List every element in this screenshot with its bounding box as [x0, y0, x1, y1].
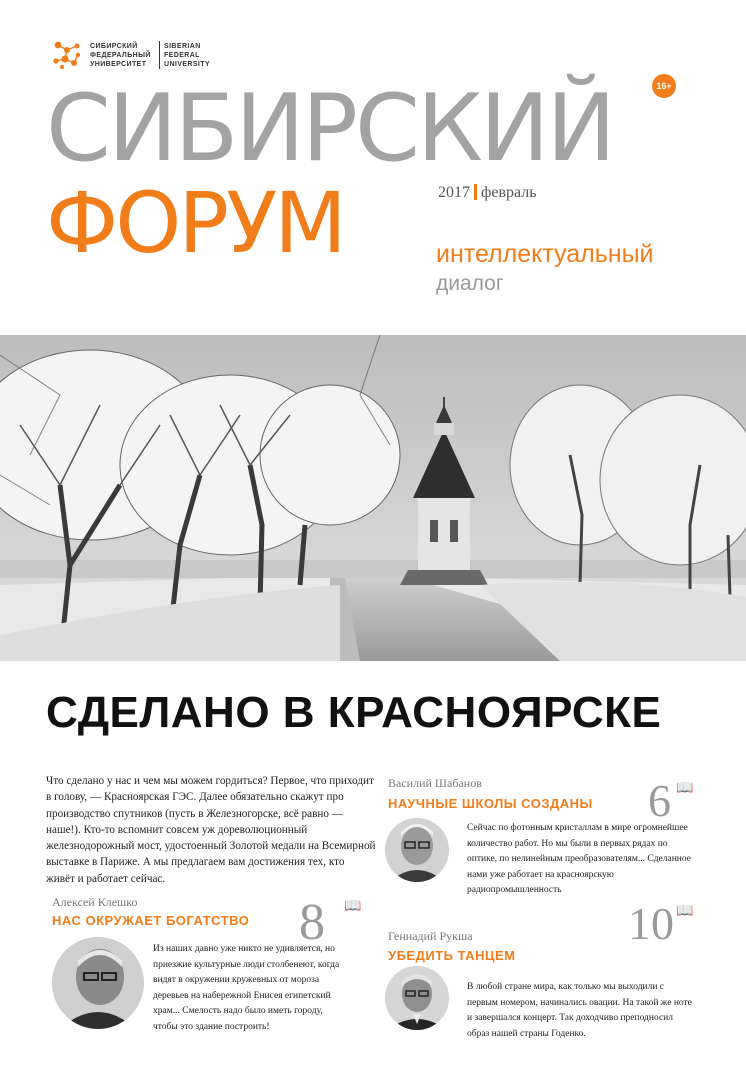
issue-date — [438, 184, 537, 202]
article-page-number: 10 — [628, 898, 674, 949]
article-author: Алексей Клешко — [52, 895, 138, 909]
tagline-line2: диалог — [436, 272, 504, 295]
date-divider — [474, 184, 477, 200]
photo-illustration — [0, 335, 746, 661]
open-book-icon: 📖 — [344, 897, 362, 913]
main-headline: СДЕЛАНО В КРАСНОЯРСКЕ — [46, 688, 662, 737]
article-excerpt: В любой стране мира, как только мы выходили с первым номером, начинались овации. На такой же ноте и завершался концерт. Так доходчиво преподносил образ нашей страны Годенко. — [467, 982, 692, 1039]
tagline-line1: интеллектуальный — [436, 240, 654, 268]
portrait-icon — [385, 818, 449, 882]
author-avatar — [52, 937, 144, 1029]
article-title-link[interactable]: НАС ОКРУЖАЕТ БОГАТСТВО — [52, 913, 250, 928]
open-book-icon: 📖 — [676, 779, 694, 795]
logo-divider — [159, 41, 160, 69]
intro-paragraph: Что сделано у нас и чем мы можем гордиться? Первое, что приходит в голову, — Красноярская ГЭС. Далее обязательно скажут про производство спутников (пусть в Железногорске, всё равно — наше!). Кто-то вспомнит совсем уж дореволюционный железнодорожный мост, удостоенный Золотой медали на Всемирной выставке в Париже. А мы предлагаем вам достижения тех, кто живёт и работает сейчас. — [46, 775, 376, 885]
age-rating-badge: 16+ — [652, 74, 676, 98]
article-page-number: 8 — [299, 894, 325, 951]
article-author: Геннадий Рукша — [388, 929, 473, 943]
article-page-number: 6 — [648, 775, 671, 826]
logo-text-ru: СИБИРСКИЙ ФЕДЕРАЛЬНЫЙ УНИВЕРСИТЕТ — [90, 43, 151, 68]
author-avatar — [385, 818, 449, 882]
molecule-logo-icon — [50, 37, 84, 71]
portrait-icon — [385, 966, 449, 1030]
issue-month: февраль — [481, 184, 537, 201]
author-avatar — [385, 966, 449, 1030]
winter-chapel-photo — [0, 335, 746, 661]
open-book-icon: 📖 — [676, 902, 694, 918]
logo-text-en: SIBERIAN FEDERAL UNIVERSITY — [164, 43, 211, 68]
article-title-link[interactable]: НАУЧНЫЕ ШКОЛЫ СОЗДАНЫ — [388, 796, 593, 811]
university-logo — [50, 37, 220, 73]
portrait-icon — [52, 937, 144, 1029]
article-author: Василий Шабанов — [388, 776, 482, 790]
issue-year: 2017 — [438, 184, 470, 201]
masthead-title-line2: ФОРУМ — [46, 174, 344, 272]
article-title-link[interactable]: УБЕДИТЬ ТАНЦЕМ — [388, 948, 516, 963]
masthead-title-line1: СИБИРСКИЙ — [46, 74, 614, 182]
article-excerpt: Из наших давно уже никто не удивляется, но приезжие культурные люди столбенеют, когда видят в окружении кружевных от мороза деревьев на набережной Енисея египетский храм... Смелость надо было иметь городу, чтобы это здание построить! — [153, 944, 340, 1032]
article-excerpt: Сейчас по фотонным кристаллам в мире огромнейшее количество работ. Но мы были в первых рядах по оптике, по нелинейным преобразователям... Сделанное нами уже работает на красноярскую радиопромышленность — [467, 823, 691, 895]
